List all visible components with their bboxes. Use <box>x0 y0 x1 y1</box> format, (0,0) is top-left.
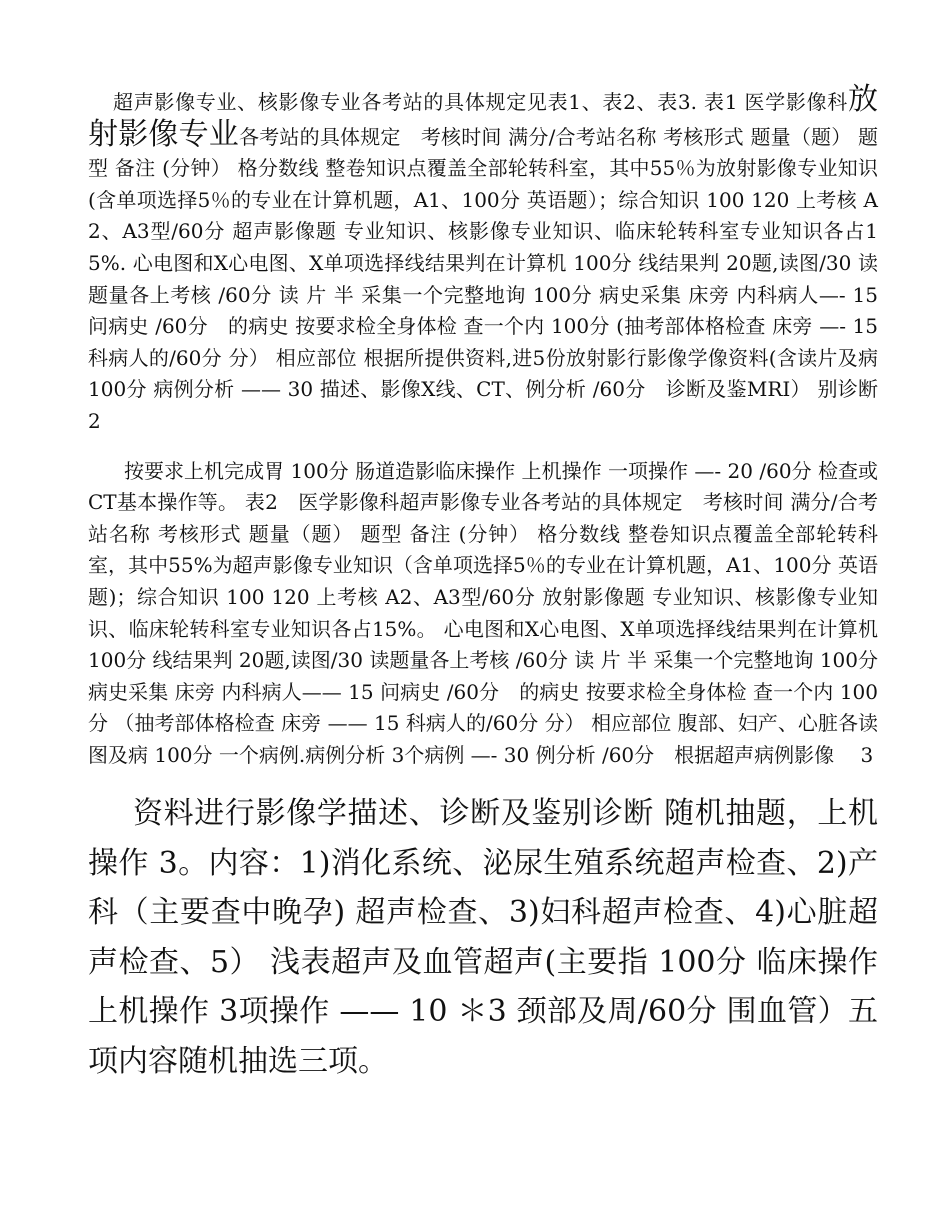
paragraph-1-emphasis-text: 放射影像专业 <box>88 82 878 152</box>
paragraph-1-body-text: 各考站的具体规定 考核时间 满分/合考站名称 考核形式 题量（题） 题型 备注 (分钟） 格分数线 整卷知识点覆盖全部轮转科室，其中55％为放射影像专业知识(含单项选择5％的专业在计算机题，A1、100分 英语题）；综合知识 100 120 上考核 A2、A3型/60分 超声影像题 专业知识、核影像专业知识、临床轮转科室专业知识各占15%. 心电图和X心电图、X单项选择线结果判在计算机 100分 线结果判 20题,读图/30 读题量各上考核 /60分 读 片 半 采集一个完整地询 100分 病史采集 床旁 内科病人—- 15 问病史 /60分 的病史 按要求检全身体检 查一个内 100分 (抽考部体格检查 床旁 —- 15 科病人的/60分 分） 相应部位 根据所提供资料,进5份放射影行影像学像资料(含读片及病 100分 病例分析 —— 30 描述、影像X线、CT、例分析 /60分 诊断及鉴MRI） 别诊断 2 <box>88 124 905 433</box>
paragraph-ultrasound-content: 资料进行影像学描述、诊断及鉴别诊断 随机抽题，上机操作 3。内容：1)消化系统、泌尿生殖系统超声检查、2)产科（主要查中晚孕) 超声检查、3)妇科超声检查、4)心脏超声检查、5） 浅表超声及血管超声(主要指 100分 临床操作 上机操作 3项操作 —— 10 ＊3 颈部及周/60分 围血管）五项内容随机抽选三项。 <box>88 796 878 1079</box>
document-page <box>88 82 905 1086</box>
paragraph-ultrasound-table: 按要求上机完成胃 100分 肠道造影临床操作 上机操作 一项操作 —- 20 /60分 检查或CT基本操作等。 表2 医学影像科超声影像专业各考站的具体规定 考核时间 满分/合考站名称 考核形式 题量（题） 题型 备注 (分钟） 格分数线 整卷知识点覆盖全部轮转科室，其中55%为超声影像专业知识（含单项选择5％的专业在计算机题，A1、100分 英语题)；综合知识 100 120 上考核 A2、A3型/60分 放射影像题 专业知识、核影像专业知识、临床轮转科室专业知识各占15%。 心电图和X心电图、X单项选择线结果判在计算机 100分 线结果判 20题,读图/30 读题量各上考核 /60分 读 片 半 采集一个完整地询 100分 病史采集 床旁 内科病人—— 15 问病史 /60分 的病史 按要求检全身体检 查一个内 100分 （抽考部体格检查 床旁 —— 15 科病人的/60分 分） 相应部位 腹部、妇产、心脏各读图及病 100分 一个病例.病例分析 3个病例 —- 30 例分析 /60分 根据超声病例影像 3 <box>88 458 878 767</box>
paragraph-1-lead-text: 超声影像专业、核影像专业各考站的具体规定见表1、表2、表3. 表1 医学影像科 <box>113 90 848 114</box>
paragraph-radiology-table <box>88 82 905 438</box>
